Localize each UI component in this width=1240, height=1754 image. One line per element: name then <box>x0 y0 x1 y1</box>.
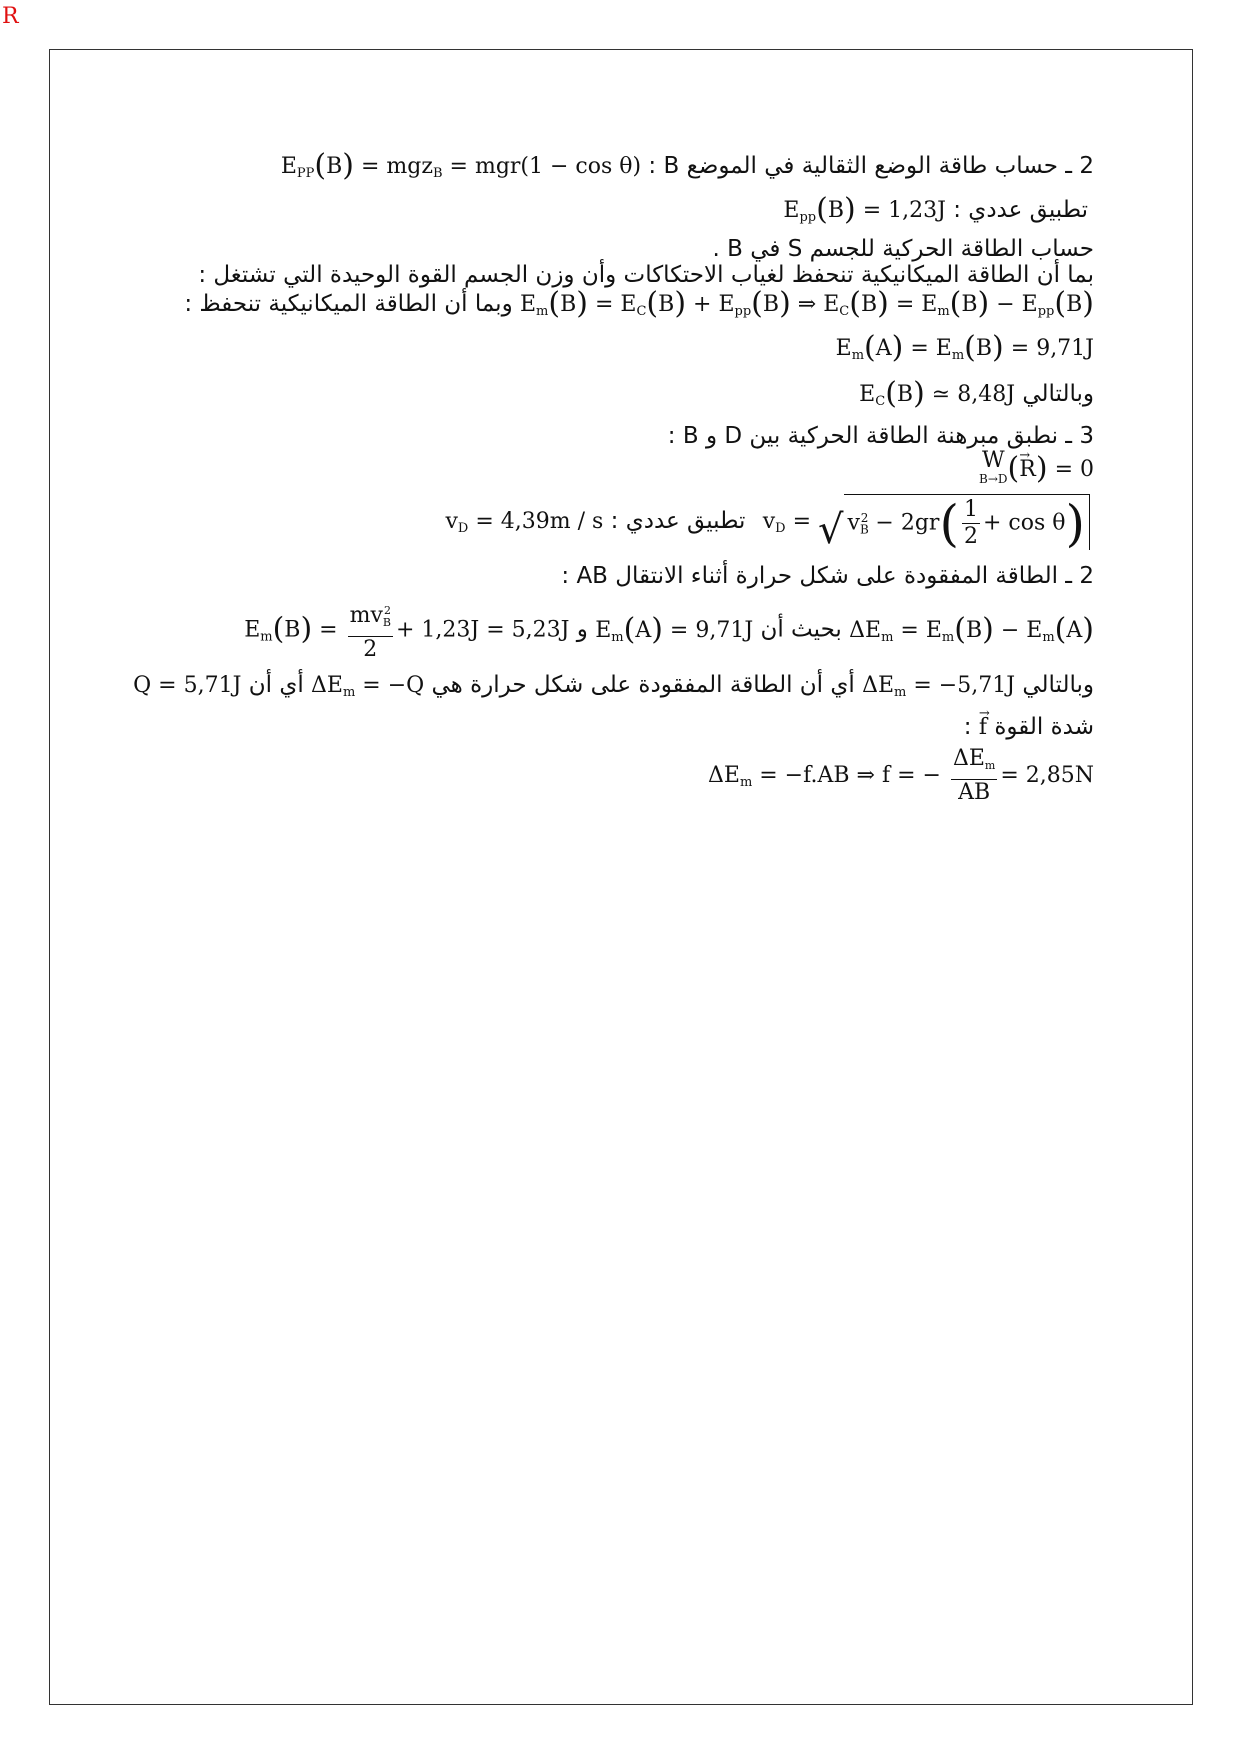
line12-delta: $\Delta E_m = E_m(B) - E_m(A)$ <box>849 611 1094 647</box>
line13-text-a: وبالتالي <box>1022 672 1094 698</box>
line10-result: $v_D = 4,39m / s$ <box>445 509 604 536</box>
line2-equation: $E_{pp}(B) = 1,23J$ <box>783 192 946 227</box>
line-work-zero <box>150 448 1094 488</box>
line1-equation: $E_{PP}(B) = mgz_B = mgr(1 - \cos \theta)$ <box>280 148 642 183</box>
line13-text-b: أي أن الطاقة المفقودة على شكل حرارة هي <box>431 672 855 698</box>
line-force-title <box>150 711 1094 744</box>
line1-text: 2 ـ حساب طاقة الوضع الثقالية في الموضع B : <box>648 153 1094 179</box>
line6-equation: $E_m(A) = E_m(B) = 9,71J$ <box>835 330 1094 365</box>
line7-equation: $E_C(B)$ ≃ 8,48J <box>859 376 1016 411</box>
line-potential-energy <box>150 150 1094 190</box>
line-delta-em <box>150 598 1094 663</box>
line12-em-b: $E_m(B)$ = $\frac{mv_B^2}{2}$ + 1,23J = 5,23J <box>244 598 569 663</box>
line9-equation: W B→D (→ R) = 0 <box>979 452 1094 488</box>
document-body <box>133 148 1094 806</box>
line2-text: تطبيق عددي : <box>953 197 1088 223</box>
line5-text: وبما أن الطاقة الميكانيكية تنحفظ : <box>184 291 513 317</box>
line-heat-title: 2 ـ الطاقة المفقودة على شكل حرارة أثناء الانتقال AB : <box>561 563 1094 589</box>
line-numeric-epp <box>150 194 1094 234</box>
line14-f: → f <box>979 712 987 744</box>
line12-em-a: $E_m(A) = 9,71J$ <box>595 611 754 647</box>
line10-text: تطبيق عددي : <box>610 508 746 534</box>
line13-q: Q = 5,71J <box>133 673 242 698</box>
line13-delta: $\Delta E_m = -5,71J$ <box>862 673 1016 700</box>
line-energy-balance <box>150 288 1094 328</box>
line12-text-b: و <box>576 616 588 643</box>
line-force-result <box>150 746 1094 806</box>
line-kinetic-title: حساب الطاقة الحركية للجسم S في B . <box>712 236 1094 262</box>
line7-text: وبالتالي <box>1022 381 1094 407</box>
line14-text: شدة القوة <box>994 714 1094 740</box>
line-heat-result <box>133 669 1094 709</box>
line-velocity-d <box>150 494 1094 553</box>
line-theorem-title: 3 ـ نطبق مبرهنة الطاقة الحركية بين D و B : <box>667 423 1094 449</box>
line-conservation: بما أن الطاقة الميكانيكية تنحفظ لغياب الاحتكاكات وأن وزن الجسم القوة الوحيدة التي تشتغل : <box>198 262 1094 288</box>
corner-mark: R <box>2 4 19 29</box>
line15-equation: $\Delta E_m = -f.AB$ ⇒ f = − $\frac{\Delta E_m}{AB}$ = 2,85N <box>707 746 1094 805</box>
line-em-equality <box>150 332 1094 372</box>
line10-formula: $v_D$ = √ $v_B^2 - 2gr$( $\frac{1}{2}$ + cos θ) <box>763 494 1090 550</box>
line-ec-result <box>150 378 1094 418</box>
line13-text-c: أي أن <box>248 672 304 698</box>
line12-text-a: بحيث أن <box>760 616 842 643</box>
line13-minus-q: $\Delta E_m = -Q$ <box>311 673 425 700</box>
line5-equation: $E_m(B) = E_C(B) + E_{pp}(B)$ ⇒ $E_C(B) = E_m(B) - E_{pp}(B)$ <box>519 286 1094 321</box>
line14-suffix: : <box>963 714 972 740</box>
